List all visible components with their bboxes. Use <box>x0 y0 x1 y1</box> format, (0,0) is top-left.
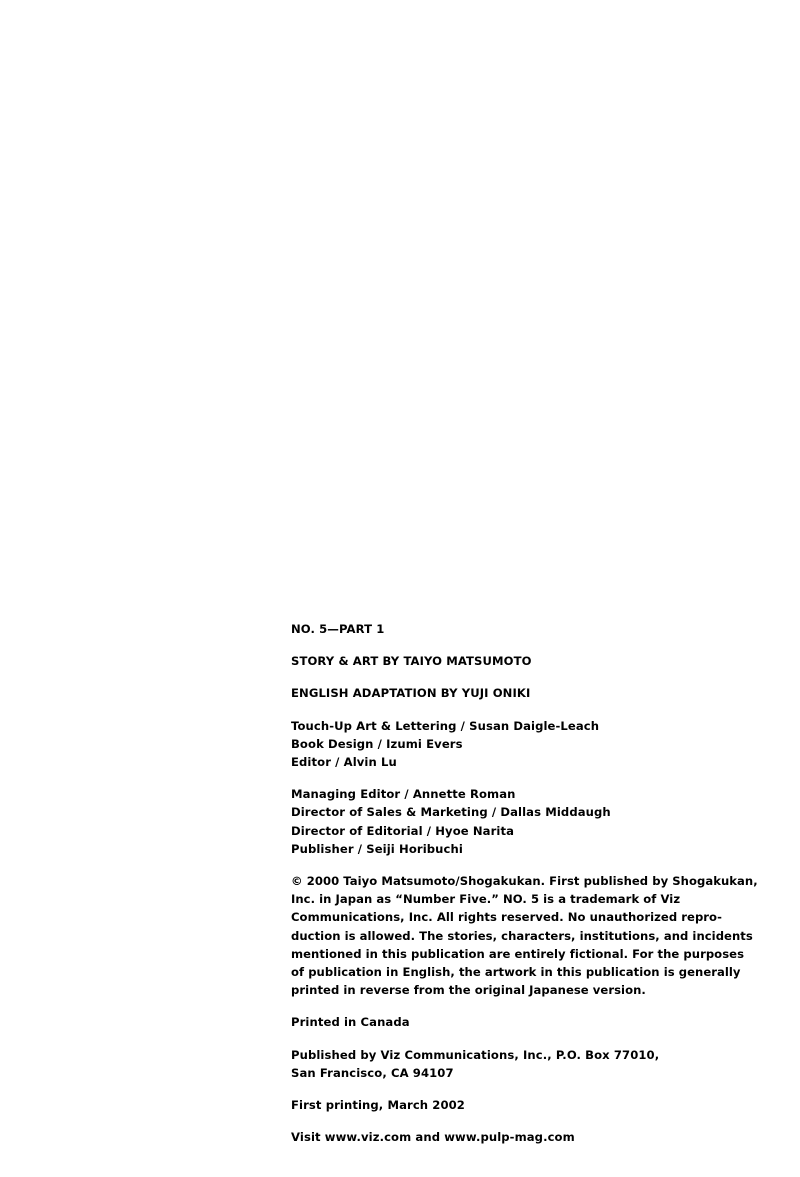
production-credits-group <box>291 717 761 772</box>
publisher-address-line-1: Published by Viz Communications, Inc., P.O. Box 77010, <box>291 1047 660 1062</box>
credit-touch-up: Touch-Up Art & Lettering / Susan Daigle-Leach <box>291 718 600 733</box>
spacer <box>291 1082 761 1096</box>
spacer <box>291 999 761 1013</box>
credit-publisher: Publisher / Seiji Horibuchi <box>291 841 463 856</box>
printed-in-line: Printed in Canada <box>291 1015 410 1030</box>
printing-info-line: First printing, March 2002 <box>291 1098 465 1113</box>
publisher-address-line-2: San Francisco, CA 94107 <box>291 1065 454 1080</box>
credit-editor: Editor / Alvin Lu <box>291 755 397 770</box>
spacer <box>291 771 761 785</box>
visit-conjunction: and <box>411 1130 445 1145</box>
credit-book-design: Book Design / Izumi Evers <box>291 736 463 751</box>
visit-line <box>291 1128 761 1146</box>
credit-english-adaptation: ENGLISH ADAPTATION BY YUJI ONIKI <box>291 686 531 701</box>
spacer <box>291 858 761 872</box>
staff-credits-group <box>291 785 761 858</box>
spacer <box>291 703 761 717</box>
spacer <box>291 638 761 652</box>
spacer <box>291 1114 761 1128</box>
credit-director-sales: Director of Sales & Marketing / Dallas Middaugh <box>291 805 611 820</box>
colophon-block <box>291 620 761 1146</box>
publisher-address-group <box>291 1046 761 1082</box>
spacer <box>291 670 761 684</box>
issue-line: NO. 5—PART 1 <box>291 622 385 636</box>
credit-story-art: STORY & ART BY TAIYO MATSUMOTO <box>291 654 532 669</box>
spacer <box>291 1032 761 1046</box>
credit-managing-editor: Managing Editor / Annette Roman <box>291 787 516 802</box>
visit-prefix: Visit <box>291 1130 325 1145</box>
credit-director-editorial: Director of Editorial / Hyoe Narita <box>291 823 515 838</box>
viz-website-link[interactable]: www.viz.com <box>324 1130 412 1145</box>
copyright-paragraph: © 2000 Taiyo Matsumoto/Shogakukan. First published by Shogakukan, Inc. in Japan as “Number Five.” NO. 5 is a trademark of Viz Communications, Inc. All rights reserved. No unauthorized repro-duction is allowed. The stories, characters, institutions, and incidents mentioned in this publication are entirely fictional. For the purposes of publication in English, the artwork in this publication is generally printed in reverse from the original Japanese version. <box>291 874 762 998</box>
pulp-mag-website-link[interactable]: www.pulp-mag.com <box>444 1130 575 1145</box>
